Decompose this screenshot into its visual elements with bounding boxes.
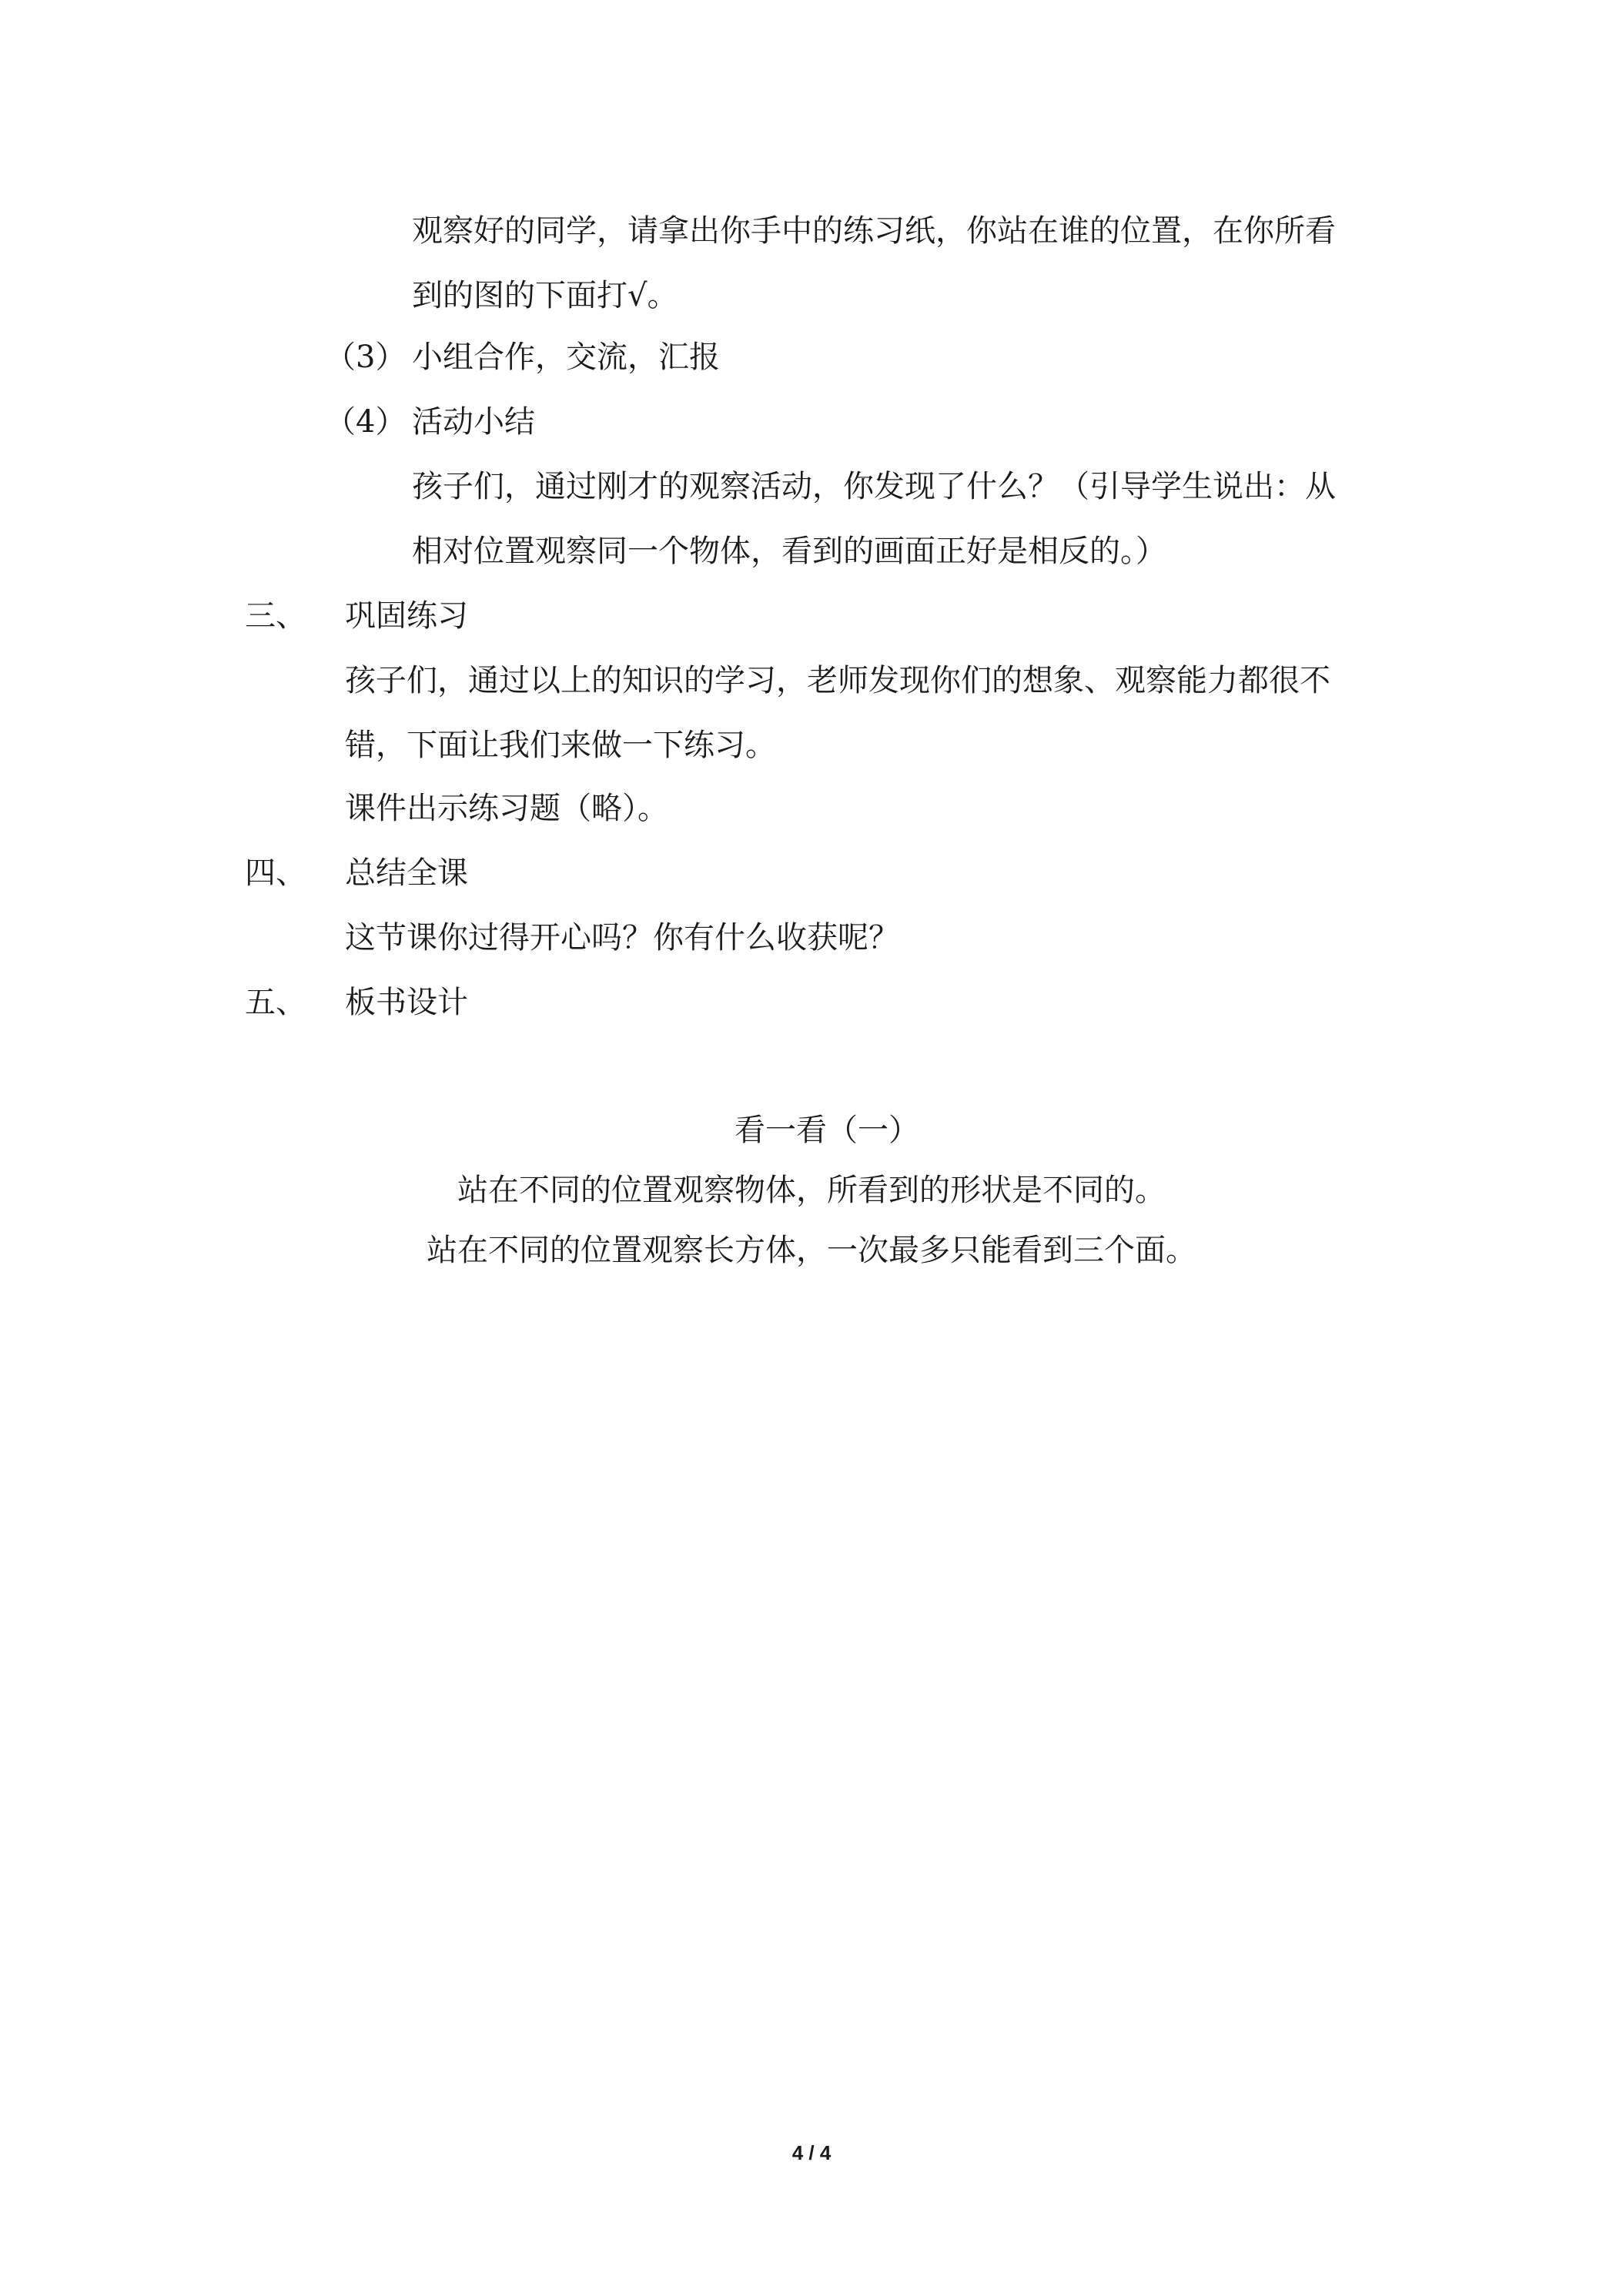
- section-number: 四、: [245, 855, 306, 891]
- paragraph-line: 孩子们，通过以上的知识的学习，老师发现你们的想象、观察能力都很不: [345, 663, 1330, 698]
- paragraph-line: 课件出示练习题（略）。: [345, 791, 668, 826]
- section-title: 板书设计: [345, 985, 468, 1020]
- item-number: （3）: [325, 340, 407, 375]
- paragraph-line: 孩子们，通过刚才的观察活动，你发现了什么？（引导学生说出：从: [412, 469, 1336, 504]
- paragraph-line: 这节课你过得开心吗？你有什么收获呢？: [345, 920, 899, 956]
- section-number: 五、: [245, 985, 306, 1020]
- page-number: 4 / 4: [791, 2141, 832, 2164]
- section-title: 巩固练习: [345, 598, 468, 634]
- board-line: 站在不同的位置观察长方体，一次最多只能看到三个面。: [427, 1233, 1196, 1268]
- item-text: 小组合作，交流，汇报: [412, 340, 720, 375]
- item-text: 活动小结: [412, 404, 535, 440]
- paragraph-line: 到的图的下面打√。: [412, 278, 678, 313]
- section-title: 总结全课: [345, 855, 468, 891]
- paragraph-line: 错，下面让我们来做一下练习。: [345, 728, 776, 763]
- paragraph-line: 相对位置观察同一个物体，看到的画面正好是相反的。）: [412, 534, 1166, 569]
- board-title: 看一看（一）: [735, 1113, 919, 1148]
- section-number: 三、: [245, 598, 306, 634]
- paragraph-line: 观察好的同学，请拿出你手中的练习纸，你站在谁的位置，在你所看: [412, 213, 1336, 249]
- item-number: （4）: [325, 404, 407, 440]
- board-line: 站在不同的位置观察物体，所看到的形状是不同的。: [457, 1173, 1166, 1208]
